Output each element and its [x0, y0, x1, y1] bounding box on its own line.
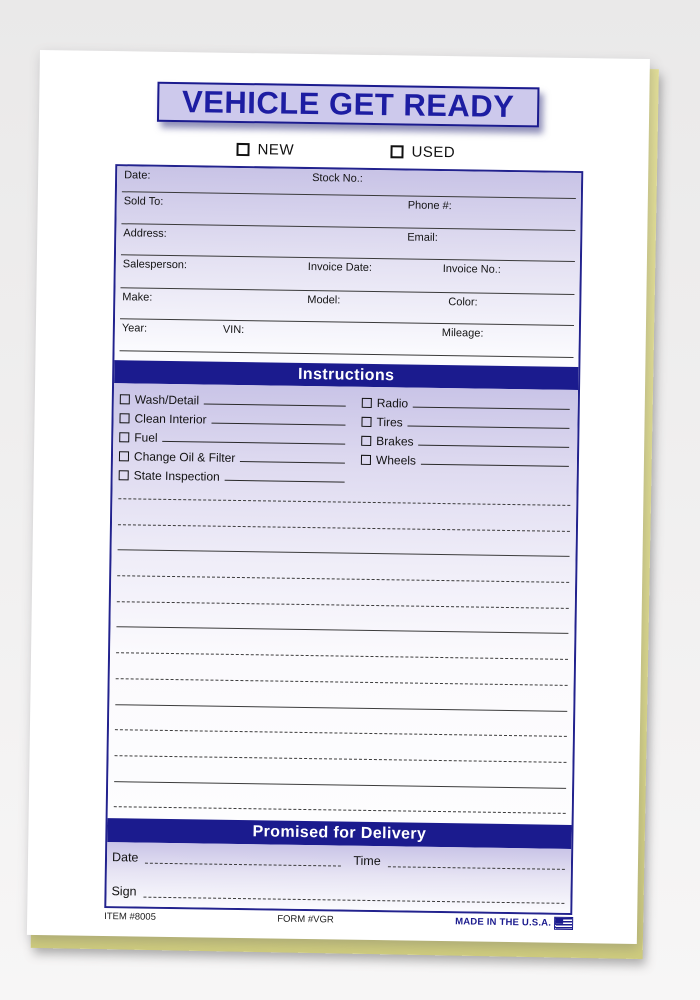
stock-no-field-label: Stock No.: — [312, 172, 363, 185]
sign-label: Sign — [111, 884, 137, 899]
service-checklist — [113, 383, 578, 490]
delivery-date-label: Date — [111, 850, 139, 865]
checkbox-icon — [120, 394, 130, 404]
checkbox-icon — [119, 451, 129, 461]
writing-line — [115, 729, 567, 737]
checklist-item-label: Fuel — [134, 430, 158, 445]
writing-line — [115, 755, 567, 763]
checkbox-icon — [119, 432, 129, 442]
phone-field-label: Phone #: — [407, 199, 452, 213]
invoice-no-field-label: Invoice No.: — [442, 263, 501, 276]
writing-line — [117, 575, 569, 583]
used-option — [390, 143, 455, 161]
mileage-field-label: Mileage: — [441, 326, 484, 340]
writing-line — [118, 498, 570, 506]
checkbox-icon — [361, 455, 371, 465]
delivery-time-label: Time — [353, 853, 381, 869]
salesperson-field-label: Salesperson: — [122, 258, 188, 272]
checklist-item-label: Change Oil & Filter — [133, 449, 236, 465]
address-field-label: Address: — [123, 227, 167, 240]
writing-line — [116, 652, 568, 660]
us-flag-icon — [555, 918, 572, 929]
form-sheet — [27, 50, 650, 944]
delivery-sign-row — [111, 884, 564, 906]
delivery-time-line — [388, 866, 565, 870]
instructions-section — [108, 383, 578, 825]
checkbox-icon — [119, 413, 129, 423]
new-option — [236, 141, 294, 159]
form-body — [104, 164, 583, 915]
model-field-label: Model: — [307, 293, 341, 307]
checkbox-icon — [119, 470, 129, 480]
write-in-line — [204, 403, 346, 406]
checklist-left-column — [119, 388, 348, 486]
made-in-usa-label: MADE IN THE U.S.A. — [455, 916, 552, 929]
form-number: FORM #VGR — [277, 913, 334, 926]
delivery-date-line — [145, 863, 341, 867]
checkbox-icon — [361, 417, 371, 427]
instructions-header: Instructions — [114, 360, 578, 390]
checklist-item-label: Radio — [376, 396, 409, 411]
sign-line — [143, 897, 564, 904]
checklist-item-wheels — [361, 449, 571, 471]
writing-line — [118, 550, 570, 558]
checklist-item-label: Clean Interior — [134, 411, 207, 427]
checklist-item-label: Wheels — [375, 453, 417, 468]
vehicle-info-section — [114, 166, 581, 367]
write-in-line — [419, 445, 570, 448]
write-in-line — [163, 441, 346, 445]
checkbox-icon — [361, 436, 371, 446]
checklist-item-label: State Inspection — [133, 468, 220, 484]
invoice-date-field-label: Invoice Date: — [307, 260, 373, 274]
sold-to-field-label: Sold To: — [123, 195, 164, 208]
write-in-line — [225, 480, 345, 483]
color-field-label: Color: — [448, 296, 478, 309]
used-label: USED — [411, 143, 456, 162]
info-row-year-vin-mileage — [120, 319, 574, 358]
item-number: ITEM #8005 — [104, 911, 156, 923]
write-in-line — [421, 464, 569, 467]
write-in-line — [212, 423, 346, 426]
form-title: VEHICLE GET READY — [157, 82, 540, 128]
writing-line — [117, 601, 569, 609]
new-label: NEW — [257, 141, 295, 159]
delivery-section — [106, 842, 571, 913]
make-field-label: Make: — [122, 291, 153, 304]
date-field-label: Date: — [124, 169, 151, 182]
write-in-line — [240, 461, 345, 464]
write-in-line — [408, 425, 570, 428]
used-checkbox-icon — [390, 145, 403, 158]
year-field-label: Year: — [121, 322, 148, 335]
writing-line — [116, 678, 568, 686]
new-checkbox-icon — [236, 143, 249, 156]
writing-line — [114, 781, 566, 789]
delivery-header: Promised for Delivery — [107, 818, 571, 849]
writing-line — [116, 627, 568, 635]
made-in-usa — [455, 916, 572, 929]
write-in-line — [413, 407, 570, 410]
checkbox-icon — [362, 398, 372, 408]
writing-line — [118, 524, 570, 532]
vin-field-label: VIN: — [222, 323, 245, 337]
checklist-item-label: Brakes — [376, 434, 414, 449]
email-field-label: Email: — [407, 231, 438, 244]
checklist-item-label: Wash/Detail — [134, 392, 200, 408]
writing-line — [114, 806, 566, 814]
notes-area — [108, 498, 577, 814]
writing-line — [115, 704, 567, 712]
checklist-item-label: Tires — [376, 415, 403, 430]
checklist-right-column — [361, 392, 572, 490]
delivery-date-time-row — [112, 850, 565, 872]
checklist-item-state-inspection — [119, 464, 347, 486]
